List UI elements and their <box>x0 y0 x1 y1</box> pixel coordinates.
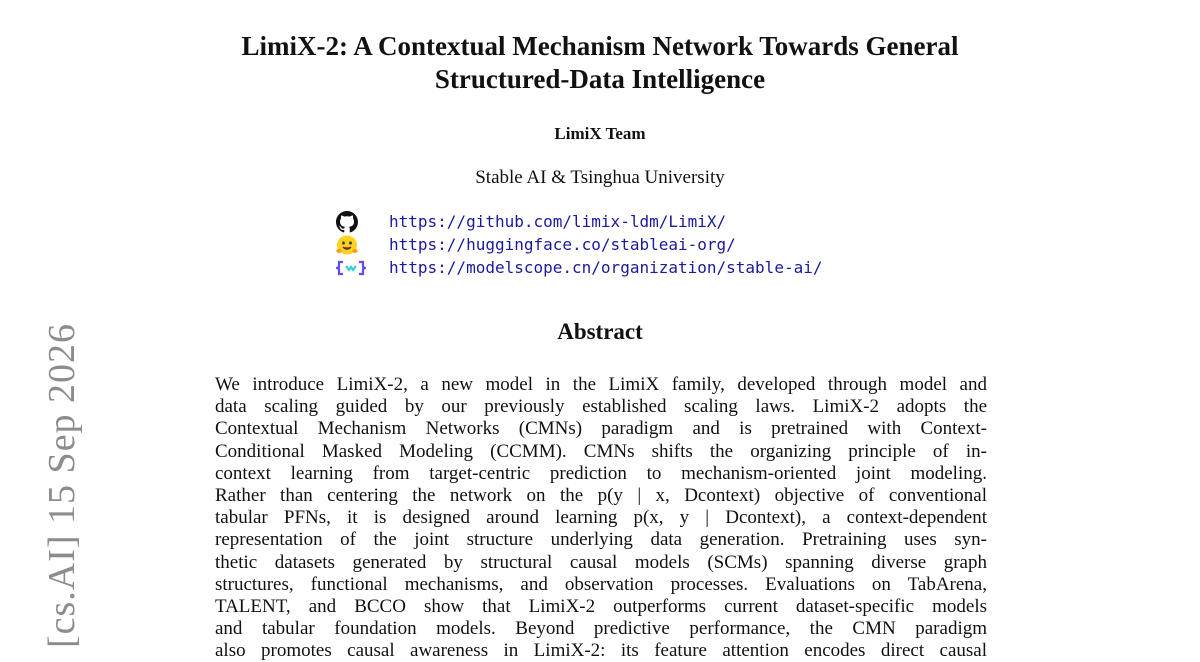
title-line-1: LimiX-2: A Contextual Mechanism Network Towards General <box>241 31 959 61</box>
modelscope-icon <box>336 257 366 279</box>
abstract-line: We introduce LimiX-2, a new model in the LimiX family, developed through model and <box>215 374 987 395</box>
abstract-line: TALENT, and BCCO show that LimiX-2 outperforms current dataset-specific models <box>215 595 987 617</box>
github-url[interactable]: https://github.com/limix-ldm/LimiX/ <box>389 212 727 231</box>
abstract-line: structures, functional mechanisms, and observation processes. Evaluations on TabArena, <box>215 573 987 595</box>
huggingface-link-row[interactable] <box>336 233 822 256</box>
abstract-line: and tabular foundation models. Beyond predictive performance, the CMN paradigm <box>215 618 987 640</box>
github-link-row[interactable] <box>336 210 822 233</box>
abstract-line: data scaling guided by our previously established scaling laws. LimiX-2 adopts the <box>215 396 987 418</box>
authors: LimiX Team <box>554 124 646 143</box>
arxiv-sidebar-stamp: [cs.AI] 15 Sep 2026 <box>41 322 83 648</box>
modelscope-link-row[interactable] <box>336 256 822 279</box>
affiliation: Stable AI & Tsinghua University <box>475 167 725 188</box>
resource-links <box>336 210 822 279</box>
abstract-line: Rather than centering the network on the p(y | x, Dcontext) objective of conventional <box>215 484 987 506</box>
github-icon <box>336 211 366 233</box>
abstract-line: also promotes causal awareness in LimiX-2: its feature attention encodes direct causal <box>215 640 987 662</box>
huggingface-icon <box>336 234 366 256</box>
abstract-line: representation of the joint structure underlying data generation. Pretraining uses syn- <box>215 529 987 551</box>
abstract-line: thetic datasets generated by structural causal models (SCMs) spanning diverse graph <box>215 551 987 573</box>
abstract-heading: Abstract <box>557 319 643 344</box>
abstract-line: Conditional Masked Modeling (CCMM). CMNs shifts the organizing principle of in- <box>215 440 987 462</box>
modelscope-url[interactable]: https://modelscope.cn/organization/stable-ai/ <box>389 258 823 277</box>
title-line-2: Structured-Data Intelligence <box>434 64 766 94</box>
huggingface-url[interactable]: https://huggingface.co/stableai-org/ <box>389 235 736 254</box>
paper-title <box>150 30 1050 96</box>
abstract-line: Contextual Mechanism Networks (CMNs) paradigm and is pretrained with Context- <box>215 418 987 440</box>
abstract-body <box>215 374 987 662</box>
abstract-line: context learning from target-centric prediction to mechanism-oriented joint modeling. <box>215 462 987 484</box>
abstract-line: tabular PFNs, it is designed around learning p(x, y | Dcontext), a context-dependent <box>215 507 987 529</box>
